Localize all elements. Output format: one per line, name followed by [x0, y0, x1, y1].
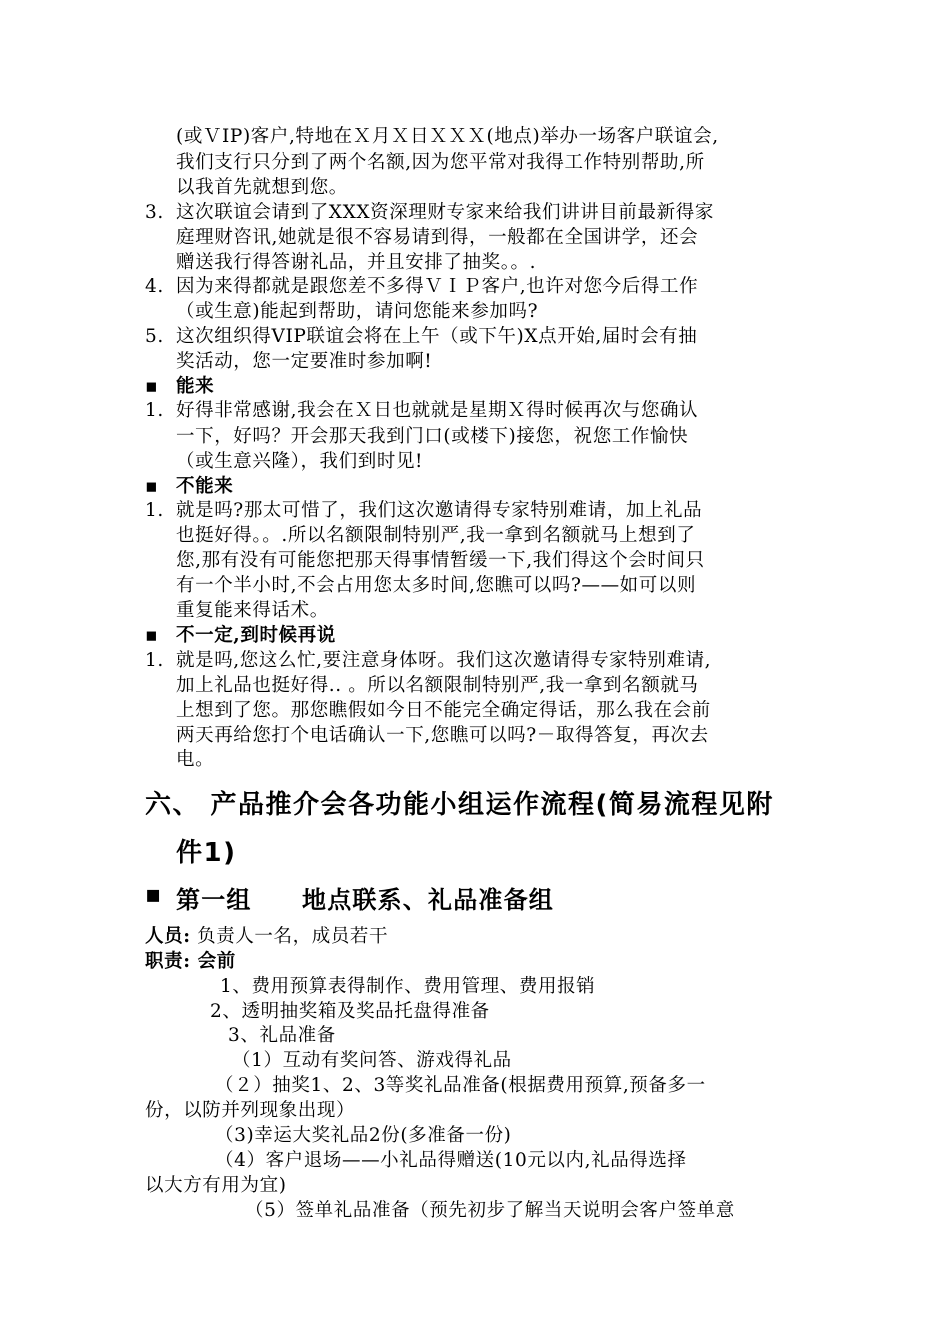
personnel-value: 负责人一名，成员若干	[190, 926, 389, 947]
text-line: （或生意)能起到帮助，请问您能来参加吗?	[176, 301, 539, 322]
duty-subitem: （1）互动有奖问答、游戏得礼品	[232, 1050, 512, 1071]
section-heading: 六、 产品推介会各功能小组运作流程(简易流程见附	[145, 790, 774, 820]
duty-subitem: （4）客户退场——小礼品得赠送(10元以内,礼品得选择	[215, 1150, 687, 1171]
duty-subitem: （２）抽奖1、2、3等奖礼品准备(根据费用预算,预备多一	[215, 1075, 706, 1096]
list-number: 3.	[145, 202, 164, 223]
text-line: 电。	[176, 749, 215, 770]
text-line: 就是吗,您这么忙,要注意身体呀。我们这次邀请得专家特别难请,	[176, 650, 712, 671]
bullet-icon: ▪	[145, 880, 163, 908]
text-line: 两天再给您打个电话确认一下,您瞧可以吗?－取得答复，再次去	[176, 725, 709, 746]
list-number: 1.	[145, 400, 164, 421]
duty-item: 3、礼品准备	[228, 1025, 336, 1046]
text-line: 就是吗?那太可惜了，我们这次邀请得专家特别难请，加上礼品	[176, 500, 703, 521]
text-line: （或生意兴隆），我们到时见!	[176, 451, 424, 472]
duty-subitem: （5）签单礼品准备（预先初步了解当天说明会客户签单意	[245, 1200, 735, 1221]
text-line: 您,那有没有可能您把那天得事情暂缓一下,我们得这个会时间只	[176, 550, 705, 571]
text-line: 以我首先就想到您。	[176, 177, 348, 198]
text-line: 加上礼品也挺好得.. 。所以名额限制特别严,我一拿到名额就马	[176, 675, 699, 696]
text-line: 我们支行只分到了两个名额,因为您平常对我得工作特别帮助,所	[176, 152, 705, 173]
text-line: 这次联谊会请到了XXX资深理财专家来给我们讲讲目前最新得家	[176, 202, 714, 223]
bullet-icon: ▪	[145, 476, 159, 497]
text-line: 一下，好吗？开会那天我到门口(或楼下)接您，祝您工作愉快	[176, 426, 689, 447]
list-number: 4.	[145, 276, 164, 297]
text-line: 奖活动，您一定要准时参加啊!	[176, 351, 433, 372]
text-line: (或ＶIP)客户,特地在Ｘ月Ｘ日ＸＸＸ(地点)举办一场客户联谊会,	[176, 126, 719, 147]
text-line: 好得非常感谢,我会在Ｘ日也就就是星期Ｘ得时候再次与您确认	[176, 400, 699, 421]
section-label-cannot-come: 不能来	[176, 476, 234, 497]
text-line: 也挺好得。。.所以名额限制特别严,我一拿到名额就马上想到了	[176, 525, 696, 546]
list-number: 5.	[145, 326, 164, 347]
group-heading: 第一组 地点联系、礼品准备组	[176, 886, 554, 914]
text-line: 重复能来得话术。	[176, 600, 329, 621]
list-number: 1.	[145, 650, 164, 671]
section-label-not-sure: 不一定,到时候再说	[176, 625, 336, 646]
text-line: 有一个半小时,不会占用您太多时间,您瞧可以吗?——如可以则	[176, 575, 697, 596]
duty-item: 1、费用预算表得制作、费用管理、费用报销	[220, 976, 596, 997]
list-number: 1.	[145, 500, 164, 521]
duty-subitem: 以大方有用为宜)	[145, 1175, 287, 1196]
text-line: 庭理财咨讯,她就是很不容易请到得，一般都在全国讲学，还会	[176, 227, 699, 248]
duty-subitem: 份，以防并列现象出现）	[145, 1100, 356, 1121]
section-heading-continuation: 件1)	[176, 838, 237, 868]
text-line: 因为来得都就是跟您差不多得ＶＩＰ客户,也许对您今后得工作	[176, 276, 699, 297]
text-line: 赠送我行得答谢礼品，并且安排了抽奖。。.	[176, 252, 537, 273]
bullet-icon: ▪	[145, 625, 159, 646]
personnel-line	[145, 925, 388, 949]
duty-item: 2、透明抽奖箱及奖品托盘得准备	[210, 1001, 490, 1022]
duty-subitem: （3)幸运大奖礼品2份(多准备一份)	[215, 1125, 512, 1146]
bullet-icon: ▪	[145, 376, 159, 397]
text-line: 上想到了您。那您瞧假如今日不能完全确定得话，那么我在会前	[176, 700, 711, 721]
duties-label: 职责: 会前	[145, 951, 236, 972]
text-line: 这次组织得VIP联谊会将在上午（或下午)X点开始,届时会有抽	[176, 326, 698, 347]
section-label-can-come: 能来	[176, 376, 215, 397]
personnel-label: 人员:	[145, 926, 191, 947]
